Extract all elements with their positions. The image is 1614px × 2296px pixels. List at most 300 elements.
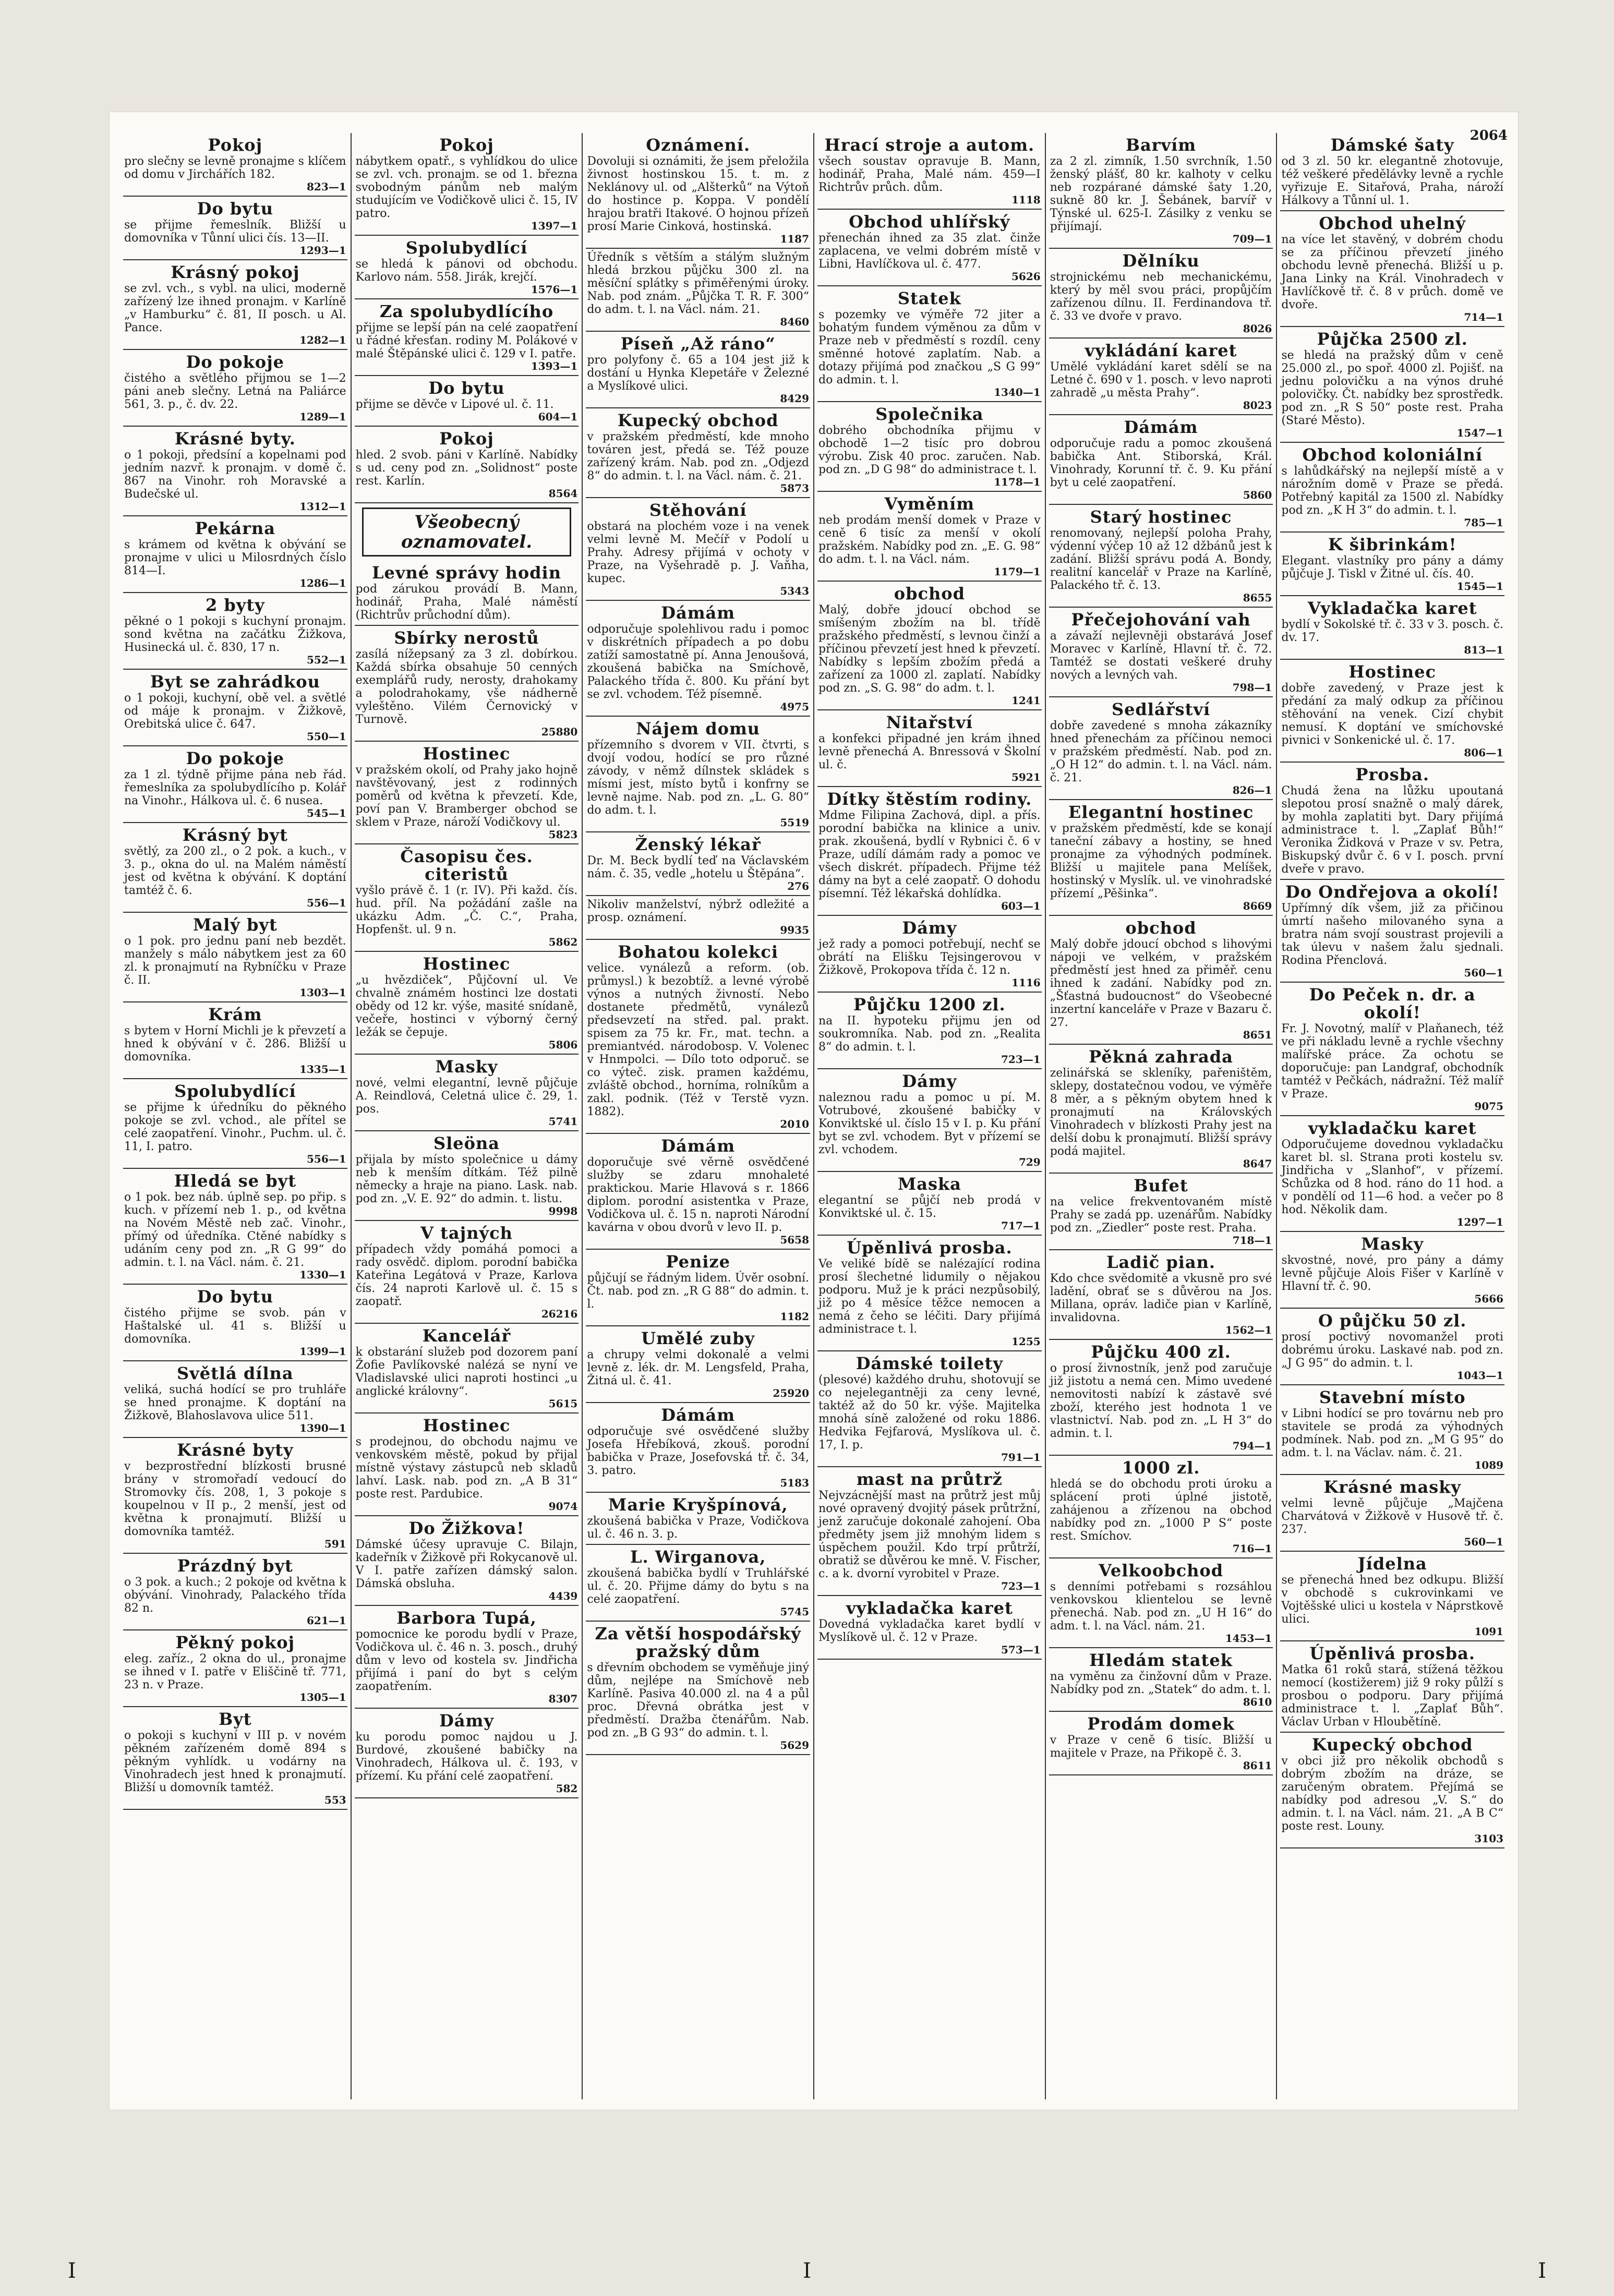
ad-text: dobře zavedené s mnoha zákazníky hned přenechám za příčinou nemoci v pražském předměstí. Nab. pod zn. „O H 12“ do admin. t. l. na Václ. nám. č. 21.: [1050, 719, 1272, 784]
classified-ad: [1280, 211, 1504, 327]
classified-ad: [355, 1324, 579, 1413]
classified-ad: [123, 746, 347, 823]
ad-title: Pokoj: [439, 135, 494, 155]
ad-code: 1330—1: [299, 1268, 346, 1281]
ad-text: na více let stavěný, v dobrém chodu se za příčinou převzetí jiného obchodu levně přenechá. Bližší u p. Jana Linky na Král. Vinohradech v Havlíčkově tř. č. 8 v průch. domě ve dvoře.: [1281, 233, 1504, 311]
classified-ad: [123, 1438, 347, 1554]
ad-code: 4975: [780, 700, 810, 713]
classified-ad: [817, 1596, 1042, 1660]
classified-ad: [123, 913, 347, 1002]
classified-ad: [586, 896, 810, 940]
ad-title: obchod: [894, 584, 965, 603]
ad-code: 5741: [548, 1115, 578, 1128]
ad-text: s bytem v Horní Michli je k převzetí a hned k obývání v č. 286. Bližší u domovníka.: [124, 1024, 346, 1064]
ad-code: 1576—1: [531, 283, 578, 296]
classified-ad: [586, 249, 810, 332]
ad-code: 717—1: [1001, 1219, 1041, 1232]
ad-title: Úpěnlivá prosba.: [1309, 1644, 1475, 1663]
ad-code: 826—1: [1232, 784, 1272, 796]
ad-title: Spolubydlící: [405, 238, 528, 258]
ad-text: eleg. zaříz., 2 okna do ul., pronajme se ihned v I. patře v Eliščině tř. 771, 23 n. v Praze.: [124, 1652, 346, 1691]
ad-text: skvostné, nové, pro pány a dámy levně půjčuje Alois Fišer v Karlíně v Hlavní tř. č. 90.: [1281, 1254, 1504, 1293]
ad-code: 1116: [1011, 976, 1041, 989]
classified-ad: [586, 717, 810, 832]
classified-ad: [586, 1326, 810, 1403]
ad-code: 794—1: [1232, 1440, 1272, 1452]
ad-title: Vyměním: [884, 494, 975, 514]
ad-title: Byt: [219, 1709, 252, 1729]
ad-title: Velkoobchod: [1098, 1561, 1224, 1580]
ad-title: Pekárna: [195, 518, 275, 538]
ad-title: Dámy: [902, 1071, 957, 1091]
ad-text: zelinářská se skleníky, pařeništěm, sklepy, dostatečnou vodou, ve výměře 8 měr, a s pěkným obytem hned k pronajmutí na Královských Vinohradech v blízkosti Prahy jest na delší dobu k pronajmutí. Bližší správy podá majitel.: [1050, 1067, 1272, 1158]
ad-code: 5666: [1474, 1292, 1504, 1305]
ad-text: v Praze v ceně 6 tisíc. Bližší u majitele v Praze, na Přikopě č. 3.: [1050, 1734, 1272, 1760]
ad-title: Ženský lékař: [635, 835, 761, 854]
ad-code: 729: [1018, 1156, 1041, 1168]
ad-code: 806—1: [1464, 746, 1504, 759]
ad-title: Krásné masky: [1323, 1477, 1461, 1497]
ad-code: 1303—1: [299, 986, 346, 999]
ad-title: Do bytu: [428, 378, 505, 398]
ad-text: ku porodu pomoc najdou u J. Burdové, zkoušené babičky na Vinohradech, Hálkova ul. č. 193, v přízemí. Ku přání celé zaopatření.: [355, 1731, 578, 1783]
classified-ad: [1049, 133, 1273, 249]
ad-columns: [120, 133, 1508, 2099]
ad-code: 1453—1: [1225, 1632, 1272, 1645]
ad-text: odporučuje spolehlivou radu i pomoc v diskrétních případech a po dobu zatíží samostatně pí. Anna Jenoušová, zkoušená babička na Smíchově, Palackého třída č. 800. Ku přání byt se zvl. vchodem. Též písemně.: [587, 623, 810, 701]
ad-title: Penize: [666, 1252, 730, 1272]
ad-title: Časopisu čes. citeristů: [400, 847, 533, 884]
ad-code: 573—1: [1001, 1644, 1041, 1656]
ad-code: 5658: [780, 1234, 810, 1246]
classified-ad: [123, 1554, 347, 1630]
ad-title: obchod: [1125, 918, 1197, 938]
ad-text: přijme se lepší pán na celé zaopatření u řádné křesťan. rodiny M. Polákové v malé Štěpánské ulici č. 129 v I. patře.: [355, 321, 578, 360]
ad-code: 2010: [780, 1118, 810, 1130]
ad-title: vykladačka karet: [846, 1598, 1013, 1618]
ad-code: 1118: [1011, 194, 1041, 206]
classified-ad: [1049, 916, 1273, 1045]
ad-text: Upřímný dík všem, již za přičinou úmrtí našeho milovaného syna a bratra nám svojí soustrast projevili a tak úlevu v našem žalu sjednali. Rodina Přenclová.: [1281, 902, 1504, 967]
ad-code: 823—1: [307, 180, 346, 193]
ad-title: Společnika: [875, 404, 984, 424]
ad-text: dobrého obchodníka přijmu v obchodě 1—2 tisíc pro dobrou výrobu. Zisk 40 proc. zaručen. Nab. pod zn. „D G 98“ do administrace t. l.: [818, 424, 1041, 476]
ad-title: Levné správy hodin: [372, 563, 561, 583]
ad-column-4: [814, 133, 1046, 2099]
classified-ad: [586, 1493, 810, 1545]
ad-text: pro polyfony č. 65 a 104 jest již k dostání u Hynka Klepetáře v Železné a Myslíkové ulici.: [587, 354, 810, 393]
ad-text: na vyměnu za činžovní dům v Praze. Nabídky pod zn. „Statek“ do adm. t. l.: [1050, 1670, 1272, 1696]
classified-ad: [355, 376, 579, 427]
classified-ad: [1280, 763, 1504, 880]
ad-code: 798—1: [1232, 681, 1272, 694]
classified-ad: [1049, 1340, 1273, 1456]
classified-ad: [1280, 1733, 1504, 1848]
ad-text: všech soustav opravuje B. Mann, hodinář, Praha, Malé nám. 459—I Richtrův průch. dům.: [818, 155, 1041, 194]
classified-ad: [355, 133, 579, 236]
ad-code: 1241: [1011, 694, 1041, 707]
ad-title: Dámám: [661, 1136, 736, 1156]
ad-title: Spolubydlící: [174, 1081, 296, 1101]
ad-text: za 1 zl. týdně přijme pána neb řád. řemeslníka za spolubydlícího p. Kolář na Vinohr., Hálkova ul. č. 6 nusea.: [124, 768, 346, 807]
ad-text: Dr. M. Beck bydlí teď na Václavském nám. č. 35, vedle „hotelu u Štěpána“.: [587, 854, 810, 880]
ad-title: Obchod uhlířský: [849, 212, 1010, 232]
classified-ad: [1280, 1116, 1504, 1232]
ad-text: o 3 pok. a kuch.; 2 pokoje od května k obývání. Vinohrady, Palackého třída 82 n.: [124, 1576, 346, 1615]
ad-code: 9074: [548, 1500, 578, 1513]
ad-text: zkoušená babička v Praze, Vodičkova ul. č. 46 n. 3. p.: [587, 1515, 810, 1541]
classified-ad: [817, 402, 1042, 492]
ad-code: 552—1: [307, 654, 346, 666]
ad-text: (plesové) každého druhu, shotovují se co nejelegantněji za ceny levné, taktéž až do 50 kr. výše. Majitelka mnohá síně založené od roku 1886. Hedvika Fejfarová, Myslíkova ul. č. 17, I. p.: [818, 1373, 1041, 1452]
ad-text: o pokoji s kuchyní v III p. v novém pěkném zařízeném domě 894 s pěkným vyhlídk. u vodárny na Vinohradech jest hned k pronajmutí. Bližší u domovník tamtéž.: [124, 1729, 346, 1794]
ad-code: 603—1: [1001, 900, 1041, 912]
ad-title: Prosba.: [1355, 765, 1429, 784]
classified-ad: [1049, 1648, 1273, 1712]
ad-text: obstará na plochém voze i na venek velmi levně M. Mečíř v Podolí u Prahy. Adresy přijímá v ochoty v Praze, na Vyšehradě p. J. Vaňha, kupec.: [587, 520, 810, 585]
ad-title: Hostinec: [423, 1416, 511, 1435]
ad-code: 723—1: [1001, 1580, 1041, 1592]
ad-text: vyšlo právě č. 1 (r. IV). Při každ. čís. hud. příl. Na požádání zašle na ukázku Adm. „Č. C.“, Praha, Hopfenšt. ul. 9 n.: [355, 884, 578, 936]
ad-text: v bezprostřední blízkosti brusné brány v stromořadí vedoucí do Stromovky čís. 208, 1, 3 pokoje s koupelnou v II p., 2 menší, jest od května k pronajmutí. Bližší u domovníka tamtéž.: [124, 1460, 346, 1538]
classified-ad: [355, 1131, 579, 1221]
classified-ad: [355, 561, 579, 626]
ad-text: přijala by místo společnice u dámy neb k menším dítkám. Též pilně německy a hraje na piano. Lask. nab. pod zn. „V. E. 92“ do admin. t. listu.: [355, 1153, 578, 1205]
ad-code: 545—1: [307, 807, 346, 819]
ad-text: v pražském okolí, od Prahy jako hojně navštěvovaný, jest z rodinných poměrů od května k převzetí. Kde, poví pan V. Bramberger obchod se sklem v Praze, nároží Vodičkovy ul.: [355, 764, 578, 829]
ad-text: se přenechá hned bez odkupu. Bližší v obchodě s cukrovinkami ve Vojtěšské ulici u kostela v Náprstkově ulici.: [1281, 1574, 1504, 1626]
ad-code: 582: [556, 1782, 578, 1795]
ad-code: 714—1: [1464, 311, 1504, 323]
classified-ad: [817, 787, 1042, 916]
ad-text: nábytkem opatř., s vyhlídkou do ulice se zvl. vch. pronajm. se od 1. března svobodným pánům neb malým studujícím ve Vodičkově ulici č. 15, IV patro.: [355, 155, 578, 220]
ad-text: Mdme Filipina Zachová, dipl. a přís. porodní babička na klinice a univ. prak. zkoušená, bydlí v Rybnici č. 6 v Praze, udílí dámám rady a pomoc ve všech diskrét. případech. Přijme též dámy na byt a celé zaopatř. O dohodu písemní. Též lékařská dohlídka.: [818, 809, 1041, 900]
classified-ad: [1280, 1641, 1504, 1733]
ad-text: Nejvzácnější mast na průtrž jest můj nové opravený dvojitý pásek průtržní, jenž zaručuje dokonalé zahojení. Oba předměty jsem již mnohým lidem s úspěchem použil. Kdo trpí průtrží, obratiž se důvěrou ke mně. V. Fischer, c. a k. dvorní vyrobitel v Praze.: [818, 1489, 1041, 1580]
ad-title: Dámy: [439, 1711, 494, 1731]
classified-ad: [817, 1467, 1042, 1596]
ad-text: Fr. J. Novotný, malíř v Plaňanech, též ve při nákladu levně a rychle všechny malířské práce. Za ochotu se doporučuje: pan Landgraf, obchodník tamtéž v Pečkách, nádražní. Též malíř v Praze.: [1281, 1022, 1504, 1101]
classified-ad: [586, 408, 810, 498]
classified-ad: [586, 1134, 810, 1250]
ad-title: Pokoj: [439, 429, 494, 449]
ad-title: Vykladačka karet: [1307, 598, 1477, 618]
ad-text: Elegant. vlastníky pro pány a dámy půjčuje J. Tiskl v Žitné ul. čís. 40.: [1281, 554, 1504, 581]
ad-text: zasílá nížepsaný za 3 zl. dobírkou. Každá sbírka obsahuje 50 cenných exemplářů rudy, nerosty, drahokamy a polodrahokamy, vše nádherně vyleštěno. Vilém Černovický v Turnově.: [355, 648, 578, 726]
ad-text: čistého a světlého přijmou se 1—2 páni aneb slečny. Letná na Paliárce 561, 3. p., č. dv. 22.: [124, 372, 346, 411]
ad-code: 25880: [541, 726, 578, 738]
ad-title: Za větší hospodářský pražský dům: [595, 1624, 801, 1661]
ad-text: strojnickému neb mechanickému, který by měl svou práci, propůjčím zařízenou dílnu. II. Ferdinandova tř. č. 33 ve dvoře v pravo.: [1050, 271, 1272, 323]
ad-code: 8564: [548, 487, 578, 500]
ad-text: Nikoliv manželství, nýbrž odležité a prosp. oznámení.: [587, 898, 810, 924]
ad-text: Umělé vykládání karet sdělí se na Letné č. 690 v 1. posch. v levo naproti zahradě „u města Prahy“.: [1050, 360, 1272, 400]
ad-code: 723—1: [1001, 1053, 1041, 1066]
ad-title: Bohatou kolekci: [618, 942, 779, 962]
classified-ad: [355, 1516, 579, 1606]
ad-code: 591: [324, 1538, 346, 1550]
classified-ad: [355, 1221, 579, 1324]
ad-title: Stěhování: [649, 500, 747, 520]
ad-title: Nájem domu: [636, 719, 761, 739]
classified-ad: [123, 197, 347, 260]
ad-title: Pěkná zahrada: [1089, 1047, 1233, 1067]
newspaper-page: [110, 112, 1518, 2110]
classified-ad: [1049, 1250, 1273, 1340]
ad-code: 5343: [780, 585, 810, 597]
classified-ad: [817, 993, 1042, 1069]
ad-code: 8655: [1243, 591, 1272, 604]
classified-ad: [817, 210, 1042, 286]
classified-ad: [586, 498, 810, 601]
ad-code: 1390—1: [299, 1422, 346, 1434]
ad-text: o 1 pokoji, kuchyní, obě vel. a světlé od máje k pronajm. v Žižkově, Orebitská ulice č. 647.: [124, 692, 346, 731]
classified-ad: [355, 427, 579, 503]
ad-title: Píseň „Až ráno“: [620, 334, 776, 354]
classified-ad: [355, 952, 579, 1055]
ad-title: Světlá dílna: [177, 1363, 294, 1383]
ad-title: Do Peček n. dr. a okolí!: [1309, 985, 1476, 1022]
ad-code: 5745: [780, 1605, 810, 1618]
classified-ad: [586, 940, 810, 1134]
ad-title: Do pokoje: [186, 748, 285, 768]
ad-title: O půjčku 50 zl.: [1318, 1311, 1467, 1331]
ad-title: K šibrinkám!: [1328, 535, 1457, 554]
ad-text: neb prodám menší domek v Praze v ceně 6 tisíc za menší v okolí pražském. Nabídky pod zn. „E. G. 98“ do adm. t. l. na Václ. nám.: [818, 514, 1041, 566]
classified-ad: [123, 670, 347, 746]
ad-code: 1297—1: [1456, 1216, 1504, 1228]
ad-code: 1340—1: [994, 386, 1041, 398]
ad-code: 1286—1: [299, 577, 346, 589]
ad-text: Dovoluji si oznámiti, že jsem přeložila živnost hostinskou 15. t. m. z Neklánovy ul. od „Alšterků“ na Výtoň do hostince p. Koppa. V pondělí hrajou bratři Itakové. O hojnou přízeň prosí Marie Cinková, hostinská.: [587, 155, 810, 233]
ad-code: 1399—1: [299, 1345, 346, 1358]
ad-title: Kupecký obchod: [1311, 1735, 1473, 1755]
ad-text: o 1 pok. bez náb. úplně sep. po přip. s kuch. v přízemí neb 1. p., od května na Novém Městě neb zač. Vinohr., přímý od úředníka. Ctěné nabídky s udáním ceny pod zn. „R G 99“ do admin. t. l. na Václ. nám. č. 21.: [124, 1191, 346, 1269]
ad-text: přenechán ihned za 35 zlat. činže zaplacena, ve velmi dobrém místě v Libni, Havlíčkova ul. č. 477.: [818, 232, 1041, 271]
ad-column-3: [583, 133, 814, 2099]
ad-title: Dámám: [1124, 417, 1198, 437]
ad-text: naleznou radu a pomoc u pí. M. Votrubové, zkoušené babičky v Konviktské ul. číslo 15 v I. p. Ku přání byt se zvl. vchodem. Byt v přízemí se zvl. vchodem.: [818, 1091, 1041, 1156]
ad-text: přízemního s dvorem v VII. čtvrti, s dvojí vodou, hodící se pro různé závody, v němž dílnstek skládek s mísmi jest, místo bytů i konfrny se levně najme. Nab. pod zn. „L. G. 80“ do adm. t. l.: [587, 739, 810, 817]
classified-ad: [817, 916, 1042, 993]
classified-ad: [123, 350, 347, 427]
ad-code: 5873: [780, 482, 810, 494]
ad-title: vykládání karet: [1085, 341, 1237, 360]
ad-title: Hrací stroje a autom.: [824, 135, 1035, 155]
classified-ad: [817, 710, 1042, 787]
classified-ad: [1280, 1475, 1504, 1552]
classified-ad: [123, 1285, 347, 1361]
ad-code: 716—1: [1232, 1542, 1272, 1555]
classified-ad: [586, 1250, 810, 1326]
ad-text: s lahůdkářský na nejlepší místě a v nárožním domě v Praze se předá. Potřebný kapitál za 1500 zl. Nabídky pod zn. „K H 3“ do admin. t. l.: [1281, 465, 1504, 517]
ad-text: Kdo chce svědomitě a vkusně pro své ladění, obrať se s důvěrou na Jos. Millana, opráv. ladiče pian v Karlíně, invalidovna.: [1050, 1272, 1272, 1324]
ad-text: pomocnice ke porodu bydlí v Praze, Vodičkova ul. č. 46 n. 3. posch., druhý dům v levo od kostela sv. Jindřicha přijímá i paní do byt s celým zaopatřením.: [355, 1628, 578, 1693]
ad-title: Hostinec: [1348, 662, 1437, 682]
classified-ad: [1280, 327, 1504, 443]
classified-ad: [123, 1630, 347, 1707]
ad-title: Krásný pokoj: [171, 262, 300, 282]
ad-title: V tajných: [420, 1223, 513, 1243]
ad-code: 5823: [548, 828, 578, 841]
section-banner: Všeobecný oznamovatel.: [362, 507, 572, 557]
ad-code: 1182: [780, 1310, 810, 1323]
ad-title: Dámám: [661, 603, 736, 623]
ad-code: 1089: [1474, 1459, 1504, 1471]
ad-text: Dovedná vykladačka karet bydlí v Myslíkově ul. č. 12 v Praze.: [818, 1618, 1041, 1644]
classified-ad: [123, 593, 347, 670]
classified-ad: [355, 844, 579, 952]
ad-text: prosí poctivý novomanžel proti dobrému úroku. Laskavé nab. pod zn. „J G 95“ do admin. t. l.: [1281, 1331, 1504, 1370]
ad-text: případech vždy pomáhá pomoci a rady osvědč. diplom. porodní babička Kateřina Legátová v Praze, Karlova čís. 24 naproti Karlově ul. č. 15 s zaopatř.: [355, 1243, 578, 1308]
ad-code: 5862: [548, 936, 578, 948]
ad-title: Pokoj: [208, 135, 263, 155]
ad-title: Do Ondřejova a okolí!: [1285, 882, 1500, 902]
ad-title: vykladačku karet: [1308, 1118, 1477, 1138]
classified-ad: [1280, 533, 1504, 596]
ad-title: Dámy: [902, 918, 957, 938]
classified-ad: [123, 260, 347, 350]
ad-title: Do bytu: [197, 199, 273, 219]
ad-title: Do bytu: [197, 1287, 273, 1307]
ad-text: doporučuje své věrně osvědčené služby se zdaru mnohaleté praktickou. Marie Hlavová s r. 1866 diplom. porodní asistentka v Praze, Vodičkova ul. č. 15 n. naproti Národní kavárna v obou dvorů v levo II. p.: [587, 1156, 810, 1234]
ad-code: 8647: [1243, 1157, 1272, 1170]
classified-ad: [1280, 1232, 1504, 1309]
classified-ad: [123, 1361, 347, 1438]
ad-code: 1178—1: [994, 476, 1041, 488]
ad-title: L. Wirganova,: [630, 1547, 766, 1567]
classified-ad: [355, 236, 579, 299]
ad-title: Půjčka 2500 zl.: [1317, 329, 1468, 349]
ad-text: a závaží nejlevněji obstarává Josef Moravec v Karlíně, Hlavní tř. č. 72. Tamtéž se dostati veškeré druhy nových a levných vah.: [1050, 630, 1272, 682]
ad-title: Masky: [435, 1057, 498, 1077]
ad-title: Přečejohování vah: [1071, 610, 1251, 630]
ad-text: se přijme řemeslník. Bližší u domovníka v Tůnní ulici čís. 13—II.: [124, 219, 346, 245]
bottom-mark: I: [68, 2259, 76, 2283]
classified-ad: [123, 427, 347, 516]
ad-code: 718—1: [1232, 1234, 1272, 1247]
classified-ad: [1049, 1712, 1273, 1775]
ad-text: za 2 zl. zimník, 1.50 svrchník, 1.50 ženský plášť, 80 kr. kalhoty v celku neb rozpárané dámské šaty 1.20, sukně 80 kr. J. Šebánek, barvíř v Týnské ul. 625-I. Zásilky z venku se přijímají.: [1050, 155, 1272, 233]
ad-title: Dámské šaty: [1330, 135, 1454, 155]
ad-text: se zvl. vch., s vybl. na ulici, moderně zařízený lze ihned pronajm. v Karlíně „v Hamburku“ č. 81, II posch. u Al. Pance.: [124, 282, 346, 334]
ad-code: 5806: [548, 1038, 578, 1051]
classified-ad: [817, 492, 1042, 582]
ad-title: 2 byty: [205, 595, 265, 615]
ad-code: 604—1: [538, 410, 578, 423]
ad-code: 5519: [780, 816, 810, 829]
ad-code: 1187: [780, 233, 810, 245]
ad-code: 8026: [1243, 322, 1272, 335]
classified-ad: [817, 286, 1042, 402]
classified-ad: [355, 1606, 579, 1709]
ad-title: Obchod koloniální: [1302, 445, 1483, 465]
ad-text: dobře zavedený, v Praze jest k předání za malý odkup za příčinou stěhování na venek. Cizí chybit nemusí. K doptání ve smíchovské pivnici v Sonkenické ul. č. 17.: [1281, 682, 1504, 747]
classified-ad: [123, 133, 347, 197]
classified-ad: [817, 1351, 1042, 1467]
ad-text: pod zárukou provádí B. Mann, hodinář, Praha, Malé náměstí (Richtrův průchodní dům).: [355, 583, 578, 622]
ad-title: Krásné byty.: [174, 429, 296, 449]
ad-text: Dámské účesy upravuje C. Bilajn, kadeřník v Žižkově při Rokycanově ul. V I. patře zařízen dámský salon. Dámská obsluha.: [355, 1538, 578, 1590]
ad-code: 1255: [1011, 1335, 1041, 1348]
ad-code: 553: [324, 1794, 346, 1806]
classified-ad: [1280, 596, 1504, 660]
ad-text: zkoušená babička bydlí v Truhlářské ul. č. 20. Přijme dámy do bytu s na celé zaopatření.: [587, 1567, 810, 1606]
classified-ad: [123, 1002, 347, 1079]
classified-ad: [586, 601, 810, 717]
ad-code: 1179—1: [994, 565, 1041, 578]
classified-ad: [123, 1169, 347, 1285]
classified-ad: [1049, 1558, 1273, 1648]
ad-title: Prázdný byt: [177, 1556, 293, 1576]
ad-title: Bufet: [1134, 1176, 1188, 1195]
classified-ad: [355, 1413, 579, 1516]
ad-code: 4439: [548, 1590, 578, 1602]
ad-text: v Libni hodící se pro továrnu neb pro stavitele se prodá za výhodných podmínek. Nab. pod zn. „M G 95“ do adm. t. l. na Václav. nám. č. 21.: [1281, 1407, 1504, 1459]
ad-code: 9998: [548, 1205, 578, 1217]
ad-title: Prodám domek: [1087, 1714, 1235, 1734]
classified-ad: [355, 626, 579, 742]
ad-code: 1335—1: [299, 1063, 346, 1076]
ad-code: 5860: [1243, 489, 1272, 501]
classified-ad: [1049, 415, 1273, 505]
ad-title: Maska: [897, 1174, 961, 1194]
classified-ad: [123, 1079, 347, 1169]
ad-code: 621—1: [307, 1614, 346, 1627]
ad-text: veliká, suchá hodící se pro truhláře se hned pronajme. K doptání na Žižkově, Blahoslavova ulice 511.: [124, 1383, 346, 1422]
ad-code: 791—1: [1001, 1451, 1041, 1464]
ad-title: Hostinec: [423, 744, 511, 764]
ad-code: 5921: [1011, 771, 1041, 783]
ad-code: 9935: [780, 924, 810, 936]
ad-text: s dřevním obchodem se vyměňuje jiný dům, nejlépe na Smíchově neb Karlíně. Pasiva 40.000 zl. na 4 a půl proc. Dřevná obrátka jest v předměstí. Dražba čtenářům. Nab. pod zn. „B G 93“ do admin. t. l.: [587, 1661, 810, 1739]
ad-title: Dámám: [661, 1405, 736, 1425]
ad-text: o 1 pokoji, předsíní a kopelnami pod jedním nazvř. k pronajm. v domě č. 867 na Vinohr. roh Moravské a Budečské ul.: [124, 449, 346, 501]
classified-ad: [1049, 1456, 1273, 1558]
ad-text: Chudá žena na lůžku upoutaná slepotou prosí snažně o malý dárek, by mohla zaplatiti byt. Dary přijímá administrace t. l. „Zaplať Bůh!“ Veronika Židková v Praze v sv. Petra, Biskupský dvůr č. 6 v I. posch. první dveře v pravo.: [1281, 784, 1504, 876]
ad-title: Marie Kryšpínová,: [608, 1495, 788, 1515]
ad-title: Krásný byt: [182, 825, 288, 845]
ad-text: Malý dobře jdoucí obchod s lihovými nápoji ve velkém, v pražském předměstí jest hned za přiměř. cenu ihned k zadání. Nabídky pod zn. „Šťastná budoucnost“ do Všeobecné inzertní kanceláře v Praze v Bazaru č. 27.: [1050, 938, 1272, 1029]
ad-title: Do pokoje: [186, 352, 285, 372]
ad-text: Úředník s větším a stálým služným hledá brzkou půjčku 300 zl. na měsíční splátky s přiměřenými úroky. Nab. pod znám. „Půjčka T. R. F. 300“ do adm. t. l. na Václ. nám. 21.: [587, 251, 810, 316]
classified-ad: [123, 1707, 347, 1810]
classified-ad: [1049, 505, 1273, 608]
ad-text: bydlí v Sokolské tř. č. 33 v 3. posch. č. dv. 17.: [1281, 618, 1504, 644]
classified-ad: [586, 1403, 810, 1493]
classified-ad: [1280, 133, 1504, 211]
page-number: 2064: [1470, 128, 1508, 143]
ad-text: Odporučujeme dovednou vykladačku karet bl. sl. Strana proti kostelu sv. Jindřicha v „Slanhof“, v přízemí. Schůzka od 8 hod. ráno do 11 hod. a v pondělí od 11—6 hod. a večer po 8 hod. Několik dam.: [1281, 1138, 1504, 1216]
ad-text: na velice frekventovaném místě Prahy se zadá pp. uzenářům. Nabídky pod zn. „Ziedler“ poste rest. Praha.: [1050, 1195, 1272, 1235]
ad-code: 1312—1: [299, 500, 346, 513]
ad-text: v pražském předměstí, kde se konají taneční zábavy a hostiny, se hned pronajme za výhodných podmínek. Bližší u majitele pana Melíšek, hostinský v Myslík. ul. ve vinohradské přízemí „Pěšinka“.: [1050, 822, 1272, 900]
ad-text: velice. vynálezů a reform. (ob. průmysl.) k bezobtíž. a levné výrobě výnos a nutných živností. Nebo dostanete předmětů, vynálezů předsevzetí na střed. pal. prakt. spisem za 75 kr. Fr., mat. techn. a premiantvéd. národobosp. V. Volenec v Hnmpolci. — Dílo toto odporuč. se co výteč. zisk. pramen každému, zvláště obchod., horníma, rolníkům a zakl. podnik. (Též v Terstě vyzn. 1882).: [587, 962, 810, 1118]
ad-code: 556—1: [307, 1153, 346, 1165]
ad-text: o prosí živnostník, jenž pod zaručuje již jistotu a nemá cen. Mimo uvedené nemovitosti nabízí k zástavě své zboží, kterého jest hodnota 1 ve vlastnictví. Nab. pod zn. „L H 3“ do admin. t. l.: [1050, 1362, 1272, 1440]
classified-ad: [123, 516, 347, 593]
ad-code: 1562—1: [1225, 1324, 1272, 1336]
classified-ad: [1280, 1385, 1504, 1475]
classified-ad: [355, 299, 579, 376]
classified-ad: [817, 1069, 1042, 1172]
ad-title: Barbora Tupá,: [396, 1608, 537, 1628]
ad-code: 8460: [780, 316, 810, 328]
classified-ad: [586, 1622, 810, 1755]
ad-title: Statek: [897, 288, 961, 308]
ad-code: 8610: [1243, 1696, 1272, 1708]
ad-title: Půjčku 1200 zl.: [853, 995, 1006, 1014]
